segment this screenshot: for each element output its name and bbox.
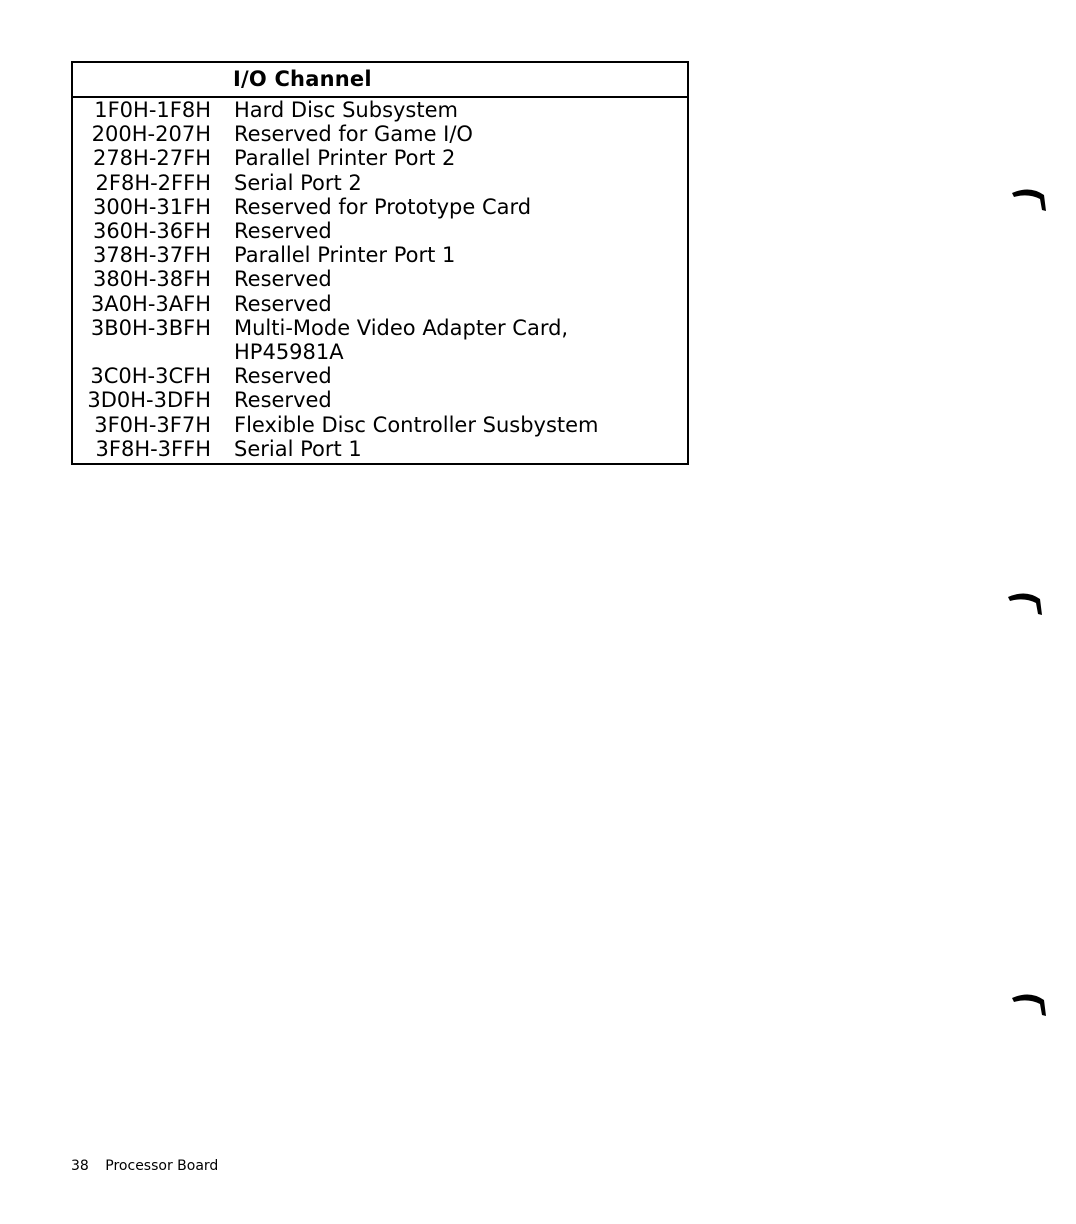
crop-mark-icon [1010, 183, 1050, 213]
description-cell: Reserved for Game I/O [234, 122, 473, 147]
table-row [73, 364, 687, 388]
address-range-cell: 3A0H-3AFH [90, 291, 211, 316]
crop-mark-icon [1010, 988, 1050, 1018]
address-range-cell: 2F8H-2FFH [95, 170, 211, 195]
table-row [73, 171, 687, 195]
table-row [73, 292, 687, 316]
table-row [73, 316, 687, 364]
address-range-cell: 3D0H-3DFH [87, 388, 211, 413]
address-range-cell: 200H-207H [91, 122, 211, 147]
crop-mark-icon [1006, 587, 1046, 617]
page-footer [71, 1157, 218, 1175]
page-number: 38 [71, 1158, 89, 1174]
address-range-cell: 380H-38FH [92, 267, 211, 292]
table-row [73, 195, 687, 219]
description-cell: Reserved [234, 219, 332, 244]
address-range-cell: 1F0H-1F8H [94, 98, 211, 122]
description-cell: Hard Disc Subsystem [234, 98, 458, 122]
io-channel-table [71, 61, 689, 465]
table-body [73, 98, 687, 463]
description-cell: Reserved [234, 267, 332, 292]
address-range-cell: 3B0H-3BFH [90, 315, 211, 340]
section-title: Processor Board [105, 1158, 219, 1174]
address-range-cell: 3F8H-3FFH [95, 436, 211, 461]
table-row [73, 413, 687, 437]
address-range-cell: 300H-31FH [92, 194, 211, 219]
description-cell: Reserved [234, 388, 332, 413]
address-range-cell: 3F0H-3F7H [94, 412, 211, 437]
table-row [73, 243, 687, 267]
description-cell: Multi-Mode Video Adapter Card, HP45981A [234, 315, 569, 365]
description-cell: Parallel Printer Port 1 [234, 243, 456, 268]
table-row [73, 267, 687, 291]
table-row [73, 122, 687, 146]
description-cell: Reserved for Prototype Card [234, 194, 532, 219]
description-cell: Reserved [234, 364, 332, 389]
address-range-cell: 278H-27FH [92, 146, 211, 171]
table-row [73, 437, 687, 461]
table-row [73, 388, 687, 412]
table-header [73, 63, 687, 98]
address-range-cell: 360H-36FH [92, 219, 211, 244]
description-cell: Flexible Disc Controller Susbystem [234, 412, 599, 437]
description-cell: Serial Port 2 [234, 170, 362, 195]
address-range-cell: 378H-37FH [92, 243, 211, 268]
description-cell: Reserved [234, 291, 332, 316]
table-title: I/O Channel [233, 67, 372, 91]
table-row [73, 146, 687, 170]
description-cell: Serial Port 1 [234, 436, 362, 461]
table-row [73, 98, 687, 122]
description-cell: Parallel Printer Port 2 [234, 146, 456, 171]
address-range-cell: 3C0H-3CFH [90, 364, 211, 389]
table-row [73, 219, 687, 243]
